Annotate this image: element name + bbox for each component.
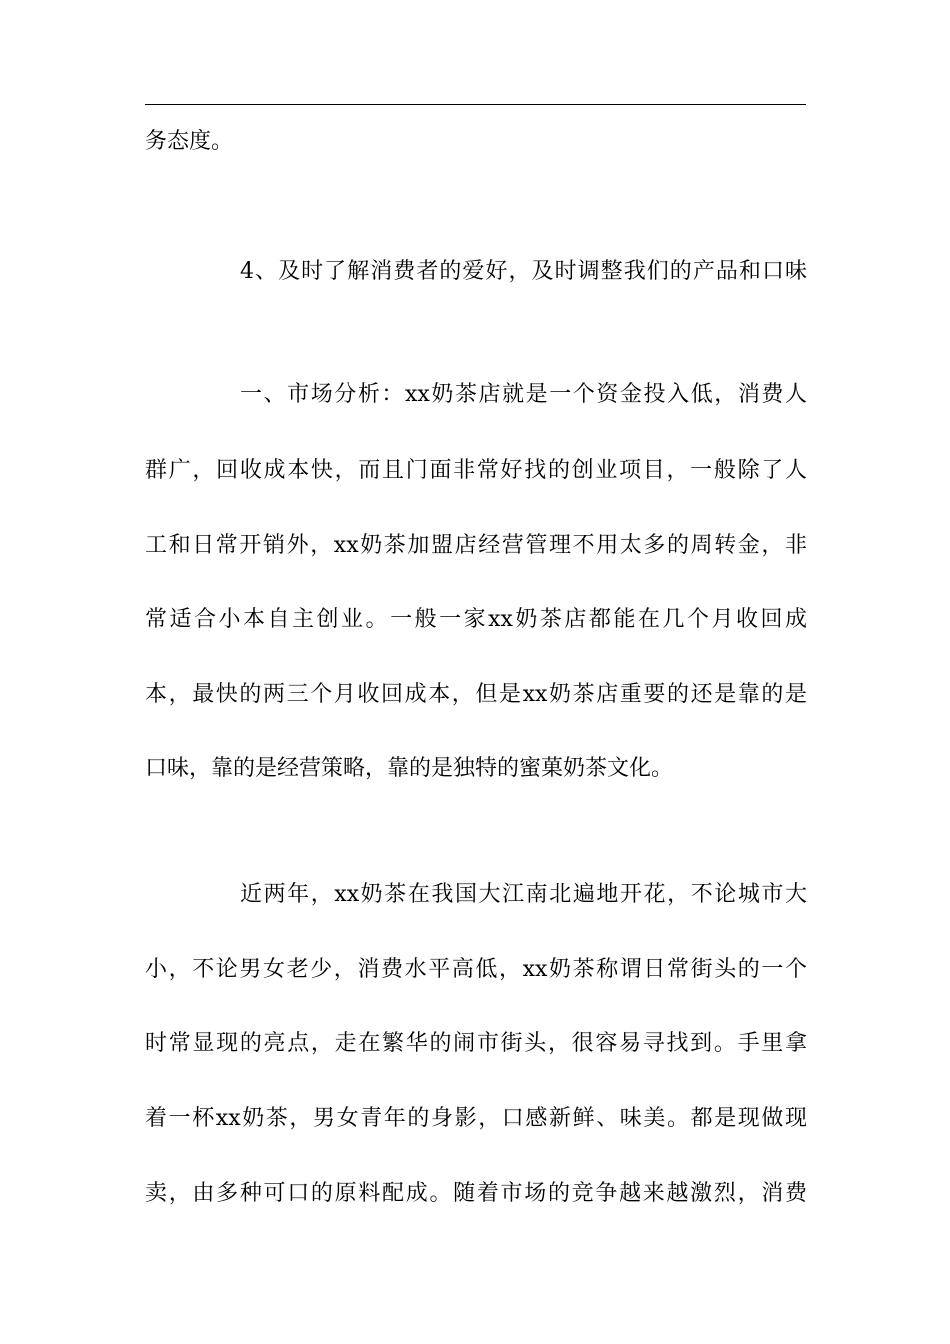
header-rule xyxy=(145,104,806,105)
paragraph-line: 卖，由多种可口的原料配成。随着市场的竞争越来越激烈，消费 xyxy=(145,1181,807,1206)
paragraph-line: 小，不论男女老少，消费水平高低，xx奶茶称谓日常街头的一个 xyxy=(145,957,807,982)
text-line: 务态度。 xyxy=(145,129,234,154)
paragraph-line: 群广，回收成本快，而且门面非常好找的创业项目，一般除了人 xyxy=(145,458,807,483)
paragraph-line: 近两年，xx奶茶在我国大江南北遍地开花，不论城市大 xyxy=(240,882,807,907)
paragraph-line: 常适合小本自主创业。一般一家xx奶茶店都能在几个月收回成 xyxy=(145,607,807,632)
paragraph-line: 工和日常开销外，xx奶茶加盟店经营管理不用太多的周转金，非 xyxy=(145,533,807,558)
text-line: 4、及时了解消费者的爱好，及时调整我们的产品和口味 xyxy=(240,259,807,284)
paragraph-line: 本，最快的两三个月收回成本，但是xx奶茶店重要的还是靠的是 xyxy=(145,682,807,707)
paragraph-line: 时常显现的亮点，走在繁华的闹市街头，很容易寻找到。手里拿 xyxy=(145,1031,807,1056)
paragraph-line: 一、市场分析：xx奶茶店就是一个资金投入低，消费人 xyxy=(240,382,807,407)
paragraph-line: 着一杯xx奶茶，男女青年的身影，口感新鲜、味美。都是现做现 xyxy=(145,1106,807,1131)
paragraph-line: 口味，靠的是经营策略，靠的是独特的蜜菓奶茶文化。 xyxy=(145,756,674,781)
